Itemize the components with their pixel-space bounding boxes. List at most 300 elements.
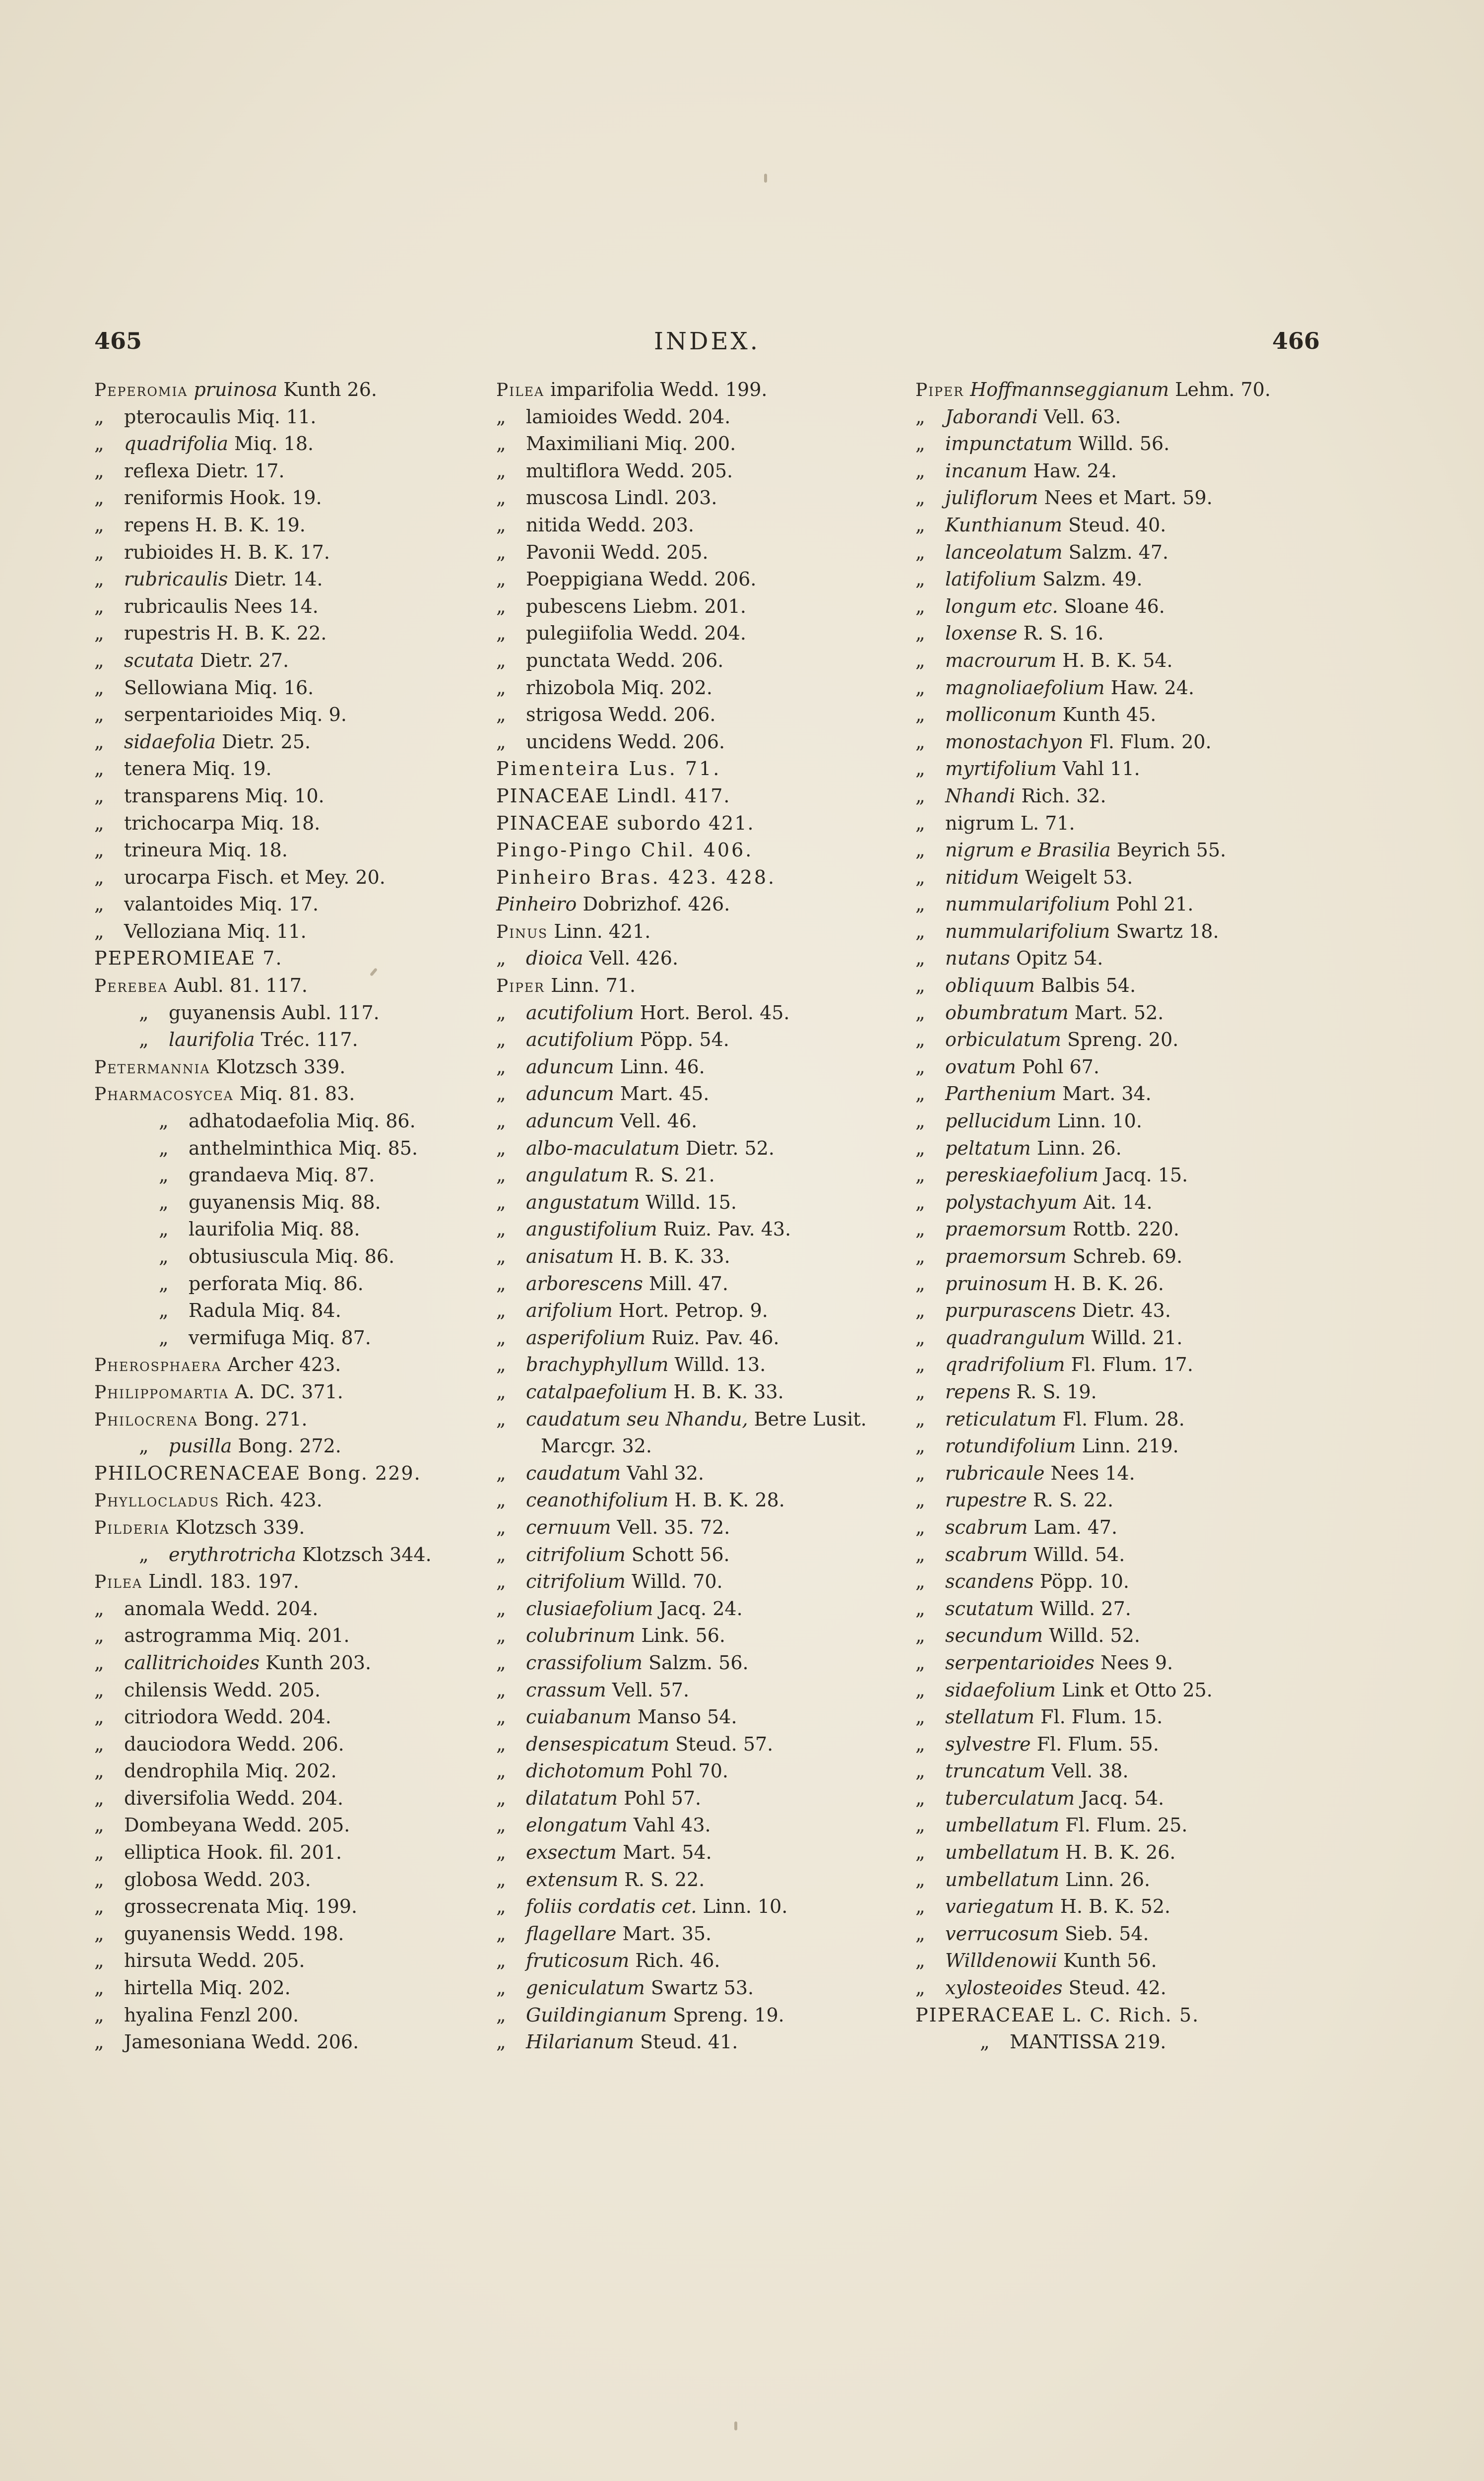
ditto-mark: „ [915, 1029, 925, 1051]
authority-text: Vell. 426. [589, 947, 679, 970]
index-entry [496, 701, 853, 728]
ditto-mark: „ [139, 1001, 149, 1024]
index-entry [496, 539, 853, 566]
ditto-mark: „ [496, 1977, 506, 1999]
authority-text: Betre Lusit. [754, 1408, 867, 1430]
index-entry [496, 1243, 853, 1270]
index-entry [496, 566, 853, 593]
ditto-mark: „ [94, 541, 104, 563]
ditto-mark: „ [159, 1272, 169, 1295]
authority-text: H. B. K. 28. [674, 1489, 785, 1511]
index-entry [915, 728, 1283, 756]
ditto-mark: „ [94, 1814, 104, 1836]
index-entry [915, 1649, 1283, 1677]
ditto-mark: „ [94, 1977, 104, 1999]
ditto-mark: „ [915, 1950, 925, 1972]
ditto-mark: „ [915, 947, 925, 970]
species-name: Jaborandi [945, 405, 1038, 428]
ditto-mark: „ [496, 1706, 506, 1728]
authority-text: Hort. Petrop. 9. [618, 1300, 768, 1322]
ditto-mark: „ [496, 1489, 506, 1511]
species-name: repens [945, 1380, 1011, 1403]
authority-text: Spreng. 19. [673, 2004, 784, 2026]
species-name: sidaefolia [124, 730, 216, 753]
entry-text: urocarpa Fisch. et Mey. 20. [124, 866, 386, 888]
index-entry [496, 972, 853, 999]
species-name: dichotomum [526, 1760, 645, 1782]
authority-text: Schott 56. [631, 1543, 730, 1566]
genus-name: Pherosphaera [94, 1355, 222, 1376]
index-entry [496, 647, 853, 674]
authority-text: Opitz 54. [1016, 947, 1103, 970]
index-entry [915, 1460, 1283, 1487]
index-entry [496, 484, 853, 512]
index-entry [915, 1216, 1283, 1243]
index-entry [94, 620, 442, 647]
species-name: nummularifolium [945, 893, 1110, 915]
ditto-mark: „ [915, 1977, 925, 1999]
index-entry [915, 1568, 1283, 1595]
species-name: arifolium [526, 1300, 613, 1322]
ditto-mark: „ [915, 541, 925, 563]
authority-text: Lehm. 70. [1175, 379, 1271, 400]
index-entry [94, 1541, 442, 1568]
authority-text: Spreng. 20. [1067, 1029, 1179, 1051]
genus-name: Pinus [496, 921, 548, 942]
index-entry [496, 1758, 853, 1785]
authority-text: Klotzsch 339. [216, 1055, 346, 1078]
index-entry [915, 1947, 1283, 1974]
index-entry [94, 512, 442, 539]
species-name: scandens [945, 1570, 1034, 1593]
entry-text: transparens Miq. 10. [124, 784, 324, 807]
ditto-mark: „ [94, 676, 104, 699]
entry-text: tenera Miq. 19. [124, 758, 272, 780]
species-name: rubricaulis [124, 568, 228, 590]
index-entry [496, 864, 853, 891]
ditto-mark: „ [94, 920, 104, 942]
ditto-mark: „ [915, 676, 925, 699]
species-name: anisatum [526, 1245, 614, 1267]
entry-text: PHILOCRENACEAE Bong. 229. [94, 1462, 421, 1484]
species-name: foliis cordatis cet. [526, 1895, 697, 1918]
entry-text: imparifolia Wedd. 199. [550, 379, 768, 400]
authority-text: Linn. 10. [1057, 1110, 1142, 1132]
ditto-mark: „ [915, 1841, 925, 1864]
ditto-mark: „ [94, 433, 104, 455]
authority-text: Nees 9. [1100, 1651, 1173, 1674]
entry-text: lamioides Wedd. 204. [526, 405, 731, 428]
authority-text: Rottb. 220. [1072, 1218, 1179, 1240]
species-name: pereskiaefolium [945, 1164, 1099, 1186]
authority-text: Willd. 56. [1078, 433, 1170, 455]
species-name: caudatum seu Nhandu, [526, 1408, 748, 1430]
ditto-mark: „ [496, 1137, 506, 1159]
index-entry [496, 1703, 853, 1731]
species-name: rupestre [945, 1489, 1027, 1511]
authority-text: Salzm. 47. [1068, 541, 1169, 563]
index-entry [94, 1243, 442, 1270]
index-entry [915, 484, 1283, 512]
authority-text: Sloane 46. [1064, 595, 1165, 617]
authority-text: Dobrizhof. 426. [582, 893, 730, 915]
species-name: laurifolia [169, 1029, 255, 1051]
index-entry [94, 1108, 442, 1135]
species-name: Nhandi [945, 784, 1016, 807]
species-name: impunctatum [945, 433, 1073, 455]
index-entry [94, 1351, 442, 1378]
authority-text: Schreb. 69. [1072, 1245, 1183, 1267]
ditto-mark: „ [496, 541, 506, 563]
species-name: brachyphyllum [526, 1354, 669, 1376]
entry-text: reflexa Dietr. 17. [124, 459, 285, 482]
index-entry [496, 430, 853, 457]
index-entry [496, 1514, 853, 1541]
genus-name: Pilderia [94, 1517, 170, 1538]
index-entry [496, 1026, 853, 1053]
ditto-mark: „ [94, 784, 104, 807]
ditto-mark: „ [496, 1354, 506, 1376]
index-entry [94, 1189, 442, 1216]
index-entry [94, 1703, 442, 1731]
ditto-mark: „ [94, 649, 104, 671]
ditto-mark: „ [496, 2031, 506, 2053]
index-entry [915, 1812, 1283, 1839]
index-entry [915, 1758, 1283, 1785]
ditto-mark: „ [496, 1191, 506, 1213]
species-name: densespicatum [526, 1733, 669, 1755]
species-name: purpurascens [945, 1300, 1076, 1322]
ditto-mark: „ [94, 1651, 104, 1674]
entry-text: PINACEAE subordo 421. [496, 812, 755, 834]
species-name: crassifolium [526, 1651, 643, 1674]
authority-text: Salzm. 49. [1042, 568, 1143, 590]
entry-text: Velloziana Miq. 11. [124, 920, 307, 942]
index-entry [915, 1433, 1283, 1460]
species-name: longum etc. [945, 595, 1058, 617]
entry-text: Radula Miq. 84. [189, 1300, 341, 1322]
authority-text: Mart. 45. [620, 1083, 710, 1105]
species-name: rubricaule [945, 1462, 1045, 1484]
species-name: polystachyum [945, 1191, 1077, 1213]
index-entry [94, 1514, 442, 1541]
genus-name: Philippomartia [94, 1382, 229, 1403]
ditto-mark: „ [94, 595, 104, 617]
index-entry [94, 864, 442, 891]
index-entry [496, 1406, 867, 1433]
ditto-mark: „ [915, 1191, 925, 1213]
entry-text: trineura Miq. 18. [124, 839, 288, 861]
species-name: quadrifolia [124, 433, 229, 455]
species-name: Kunthianum [945, 514, 1063, 536]
entry-text: Pavonii Wedd. 205. [526, 541, 709, 563]
authority-text: Steud. 41. [640, 2031, 738, 2053]
ditto-mark: „ [915, 1651, 925, 1674]
entry-text: muscosa Lindl. 203. [526, 487, 717, 509]
species-name: juliflorum [945, 487, 1038, 509]
authority-text: Link et Otto 25. [1061, 1679, 1213, 1701]
authority-text: H. B. K. 26. [1065, 1841, 1176, 1864]
ditto-mark: „ [980, 2031, 990, 2053]
page-header [94, 327, 1320, 367]
species-name: scutata [124, 649, 194, 671]
entry-text: punctata Wedd. 206. [526, 649, 724, 671]
ditto-mark: „ [94, 487, 104, 509]
index-column-right [915, 376, 1283, 2056]
authority-text: H. B. K. 26. [1053, 1272, 1164, 1295]
genus-name: Petermannia [94, 1057, 210, 1078]
index-entry [496, 999, 853, 1027]
ditto-mark: „ [915, 1218, 925, 1240]
authority-text: Fl. Flum. 17. [1071, 1354, 1193, 1376]
entry-text: pubescens Liebm. 201. [526, 595, 746, 617]
ditto-mark: „ [915, 1245, 925, 1267]
index-entry [915, 1920, 1283, 1948]
index-entry [915, 1866, 1283, 1893]
species-name: pruinosa [194, 379, 278, 400]
ditto-mark: „ [496, 459, 506, 482]
entry-text: hirtella Miq. 202. [124, 1977, 291, 1999]
authority-text: Nees 14. [1050, 1462, 1135, 1484]
index-entry [496, 1108, 853, 1135]
authority-text: Mart. 54. [623, 1841, 712, 1864]
entry-text: diversifolia Wedd. 204. [124, 1787, 344, 1809]
authority-text: R. S. 22. [624, 1868, 705, 1891]
index-entry [94, 403, 442, 431]
authority-text: Hort. Berol. 45. [640, 1001, 790, 1024]
authority-text: Willd. 13. [674, 1354, 766, 1376]
index-entry [915, 918, 1283, 945]
index-entry [915, 403, 1283, 431]
authority-text: Mart. 52. [1074, 1001, 1164, 1024]
ditto-mark: „ [94, 459, 104, 482]
ditto-mark: „ [94, 514, 104, 536]
index-entry [94, 1324, 442, 1352]
ditto-mark: „ [915, 1164, 925, 1186]
index-entry [496, 1920, 853, 1948]
index-entry [94, 1406, 442, 1433]
authority-text: Lindl. 183. 197. [148, 1570, 299, 1593]
ditto-mark: „ [496, 568, 506, 590]
ditto-mark: „ [94, 1868, 104, 1891]
index-entry [94, 837, 442, 864]
ditto-mark: „ [496, 1733, 506, 1755]
authority-text: Pöpp. 10. [1039, 1570, 1129, 1593]
ditto-mark: „ [94, 1841, 104, 1864]
index-entry [915, 674, 1283, 702]
authority-text: Miq. 18. [234, 433, 314, 455]
index-entry [915, 1053, 1283, 1081]
index-entry [496, 1677, 853, 1704]
index-entry [94, 430, 442, 457]
genus-name: Phyllocladus [94, 1491, 220, 1511]
entry-text: PIPERACEAE L. C. Rich. 5. [915, 2004, 1200, 2026]
authority-text: H. B. K. 33. [673, 1380, 784, 1403]
species-name: monostachyon [945, 730, 1084, 753]
ditto-mark: „ [915, 1435, 925, 1457]
index-entry [915, 1270, 1283, 1298]
entry-text: adhatodaefolia Miq. 86. [189, 1110, 416, 1132]
index-entry [94, 539, 442, 566]
authority-text: Vahl 11. [1062, 758, 1140, 780]
species-name: pusilla [169, 1435, 232, 1457]
index-entry [94, 1297, 442, 1324]
authority-text: Willd. 21. [1091, 1326, 1183, 1349]
index-entry [94, 1378, 442, 1406]
ditto-mark: „ [915, 1787, 925, 1809]
index-entry [496, 945, 853, 972]
ditto-mark: „ [915, 433, 925, 455]
authority-text: Mart. 35. [622, 1922, 712, 1945]
entry-text: trichocarpa Miq. 18. [124, 812, 321, 834]
index-entry [915, 1974, 1283, 2002]
authority-text: Swartz 53. [650, 1977, 754, 1999]
species-name: obumbratum [945, 1001, 1069, 1024]
authority-text: Rich. 32. [1021, 784, 1106, 807]
authority-text: Linn. 421. [554, 920, 651, 942]
authority-text: R. S. 19. [1016, 1380, 1097, 1403]
ditto-mark: „ [159, 1326, 169, 1349]
authority-text: Link. 56. [641, 1625, 725, 1647]
index-entry [915, 1541, 1283, 1568]
index-entry [915, 1135, 1283, 1162]
index-entry [915, 810, 1283, 837]
index-entry [915, 430, 1283, 457]
index-entry [94, 783, 442, 810]
index-entry [915, 1080, 1283, 1108]
index-entry [94, 566, 442, 593]
index-entry [94, 1162, 442, 1189]
index-entry [496, 1162, 853, 1189]
index-entry [915, 1297, 1283, 1324]
entry-text: rubioides H. B. K. 17. [124, 541, 330, 563]
index-entry [94, 1947, 442, 1974]
ditto-mark: „ [915, 1272, 925, 1295]
index-entry [915, 1514, 1283, 1541]
index-entry [915, 1351, 1283, 1378]
index-entry [94, 999, 442, 1027]
species-name: stellatum [945, 1706, 1034, 1728]
ditto-mark: „ [94, 1706, 104, 1728]
index-entry [496, 593, 853, 620]
authority-text: Nees et Mart. 59. [1044, 487, 1213, 509]
index-entry [915, 1595, 1283, 1623]
authority-text: Steud. 57. [675, 1733, 774, 1755]
authority-text: Dietr. 14. [234, 568, 323, 590]
authority-text: Vell. 57. [612, 1679, 690, 1701]
index-entry [915, 837, 1283, 864]
species-name: quadrangulum [945, 1326, 1086, 1349]
entry-text: perforata Miq. 86. [189, 1272, 364, 1295]
authority-text: Kunth 26. [283, 379, 377, 400]
species-name: dioica [526, 947, 583, 970]
ditto-mark: „ [915, 1679, 925, 1701]
ditto-mark: „ [94, 704, 104, 726]
index-entry [94, 674, 442, 702]
index-entry [94, 1487, 442, 1514]
species-name: extensum [526, 1868, 619, 1891]
species-name: acutifolium [526, 1001, 634, 1024]
authority-text: H. B. K. 54. [1062, 649, 1173, 671]
index-entry [496, 403, 853, 431]
index-entry [94, 1812, 442, 1839]
ditto-mark: „ [94, 2004, 104, 2026]
ditto-mark: „ [496, 1868, 506, 1891]
species-name: angustifolium [526, 1218, 657, 1240]
species-name: obliquum [945, 975, 1035, 997]
authority-text: Lam. 47. [1033, 1516, 1118, 1538]
species-name: flagellare [526, 1922, 617, 1945]
species-name: nummularifolium [945, 920, 1110, 942]
ditto-mark: „ [159, 1164, 169, 1186]
species-name: ceanothifolium [526, 1489, 669, 1511]
species-name: citrifolium [526, 1543, 626, 1566]
authority-text: Dietr. 27. [200, 649, 289, 671]
species-name: erythrotricha [169, 1543, 296, 1566]
ditto-mark: „ [915, 1895, 925, 1918]
index-entry [915, 593, 1283, 620]
authority-text: Beyrich 55. [1116, 839, 1226, 861]
index-entry [915, 1108, 1283, 1135]
index-entry [496, 2028, 853, 2056]
species-name: colubrinum [526, 1625, 636, 1647]
index-entry [496, 1297, 853, 1324]
index-entry [915, 1785, 1283, 1812]
ditto-mark: „ [496, 1895, 506, 1918]
index-entry [496, 1785, 853, 1812]
index-entry [94, 1731, 442, 1758]
entry-text: dauciodora Wedd. 206. [124, 1733, 344, 1755]
index-entry [496, 674, 853, 702]
species-name: truncatum [945, 1760, 1046, 1782]
ditto-mark: „ [915, 866, 925, 888]
index-entry [94, 1080, 442, 1108]
species-name: arborescens [526, 1272, 643, 1295]
authority-text: Kunth 203. [265, 1651, 372, 1674]
ditto-mark: „ [915, 459, 925, 482]
species-name: Guildingianum [526, 2004, 667, 2026]
authority-text: Vell. 46. [620, 1110, 698, 1132]
authority-text: Ruiz. Pav. 43. [663, 1218, 791, 1240]
ditto-mark: „ [496, 487, 506, 509]
entry-text: dendrophila Miq. 202. [124, 1760, 337, 1782]
index-entry [915, 647, 1283, 674]
ditto-mark: „ [915, 1706, 925, 1728]
index-column-left [94, 376, 442, 2056]
entry-text: Jamesoniana Wedd. 206. [124, 2031, 359, 2053]
authority-text: Linn. 10. [703, 1895, 788, 1918]
ditto-mark: „ [94, 730, 104, 753]
index-entry [915, 701, 1283, 728]
authority-text: H. B. K. 52. [1060, 1895, 1171, 1918]
ditto-mark: „ [496, 1516, 506, 1538]
species-name: elongatum [526, 1814, 628, 1836]
entry-text: rupestris H. B. K. 22. [124, 622, 327, 645]
authority-text: Bong. 271. [204, 1408, 308, 1430]
species-name: myrtifolium [945, 758, 1057, 780]
index-entry [496, 1731, 853, 1758]
index-entry [94, 593, 442, 620]
authority-text: Rich. 423. [225, 1489, 323, 1511]
species-name: fruticosum [526, 1950, 630, 1972]
page-title: INDEX. [654, 327, 760, 355]
species-name: umbellatum [945, 1868, 1060, 1891]
species-name: Hoffmannseggianum [970, 379, 1169, 400]
authority-text: A. DC. 371. [235, 1380, 343, 1403]
ditto-mark: „ [915, 487, 925, 509]
species-name: cuiabanum [526, 1706, 632, 1728]
species-name: umbellatum [945, 1814, 1060, 1836]
